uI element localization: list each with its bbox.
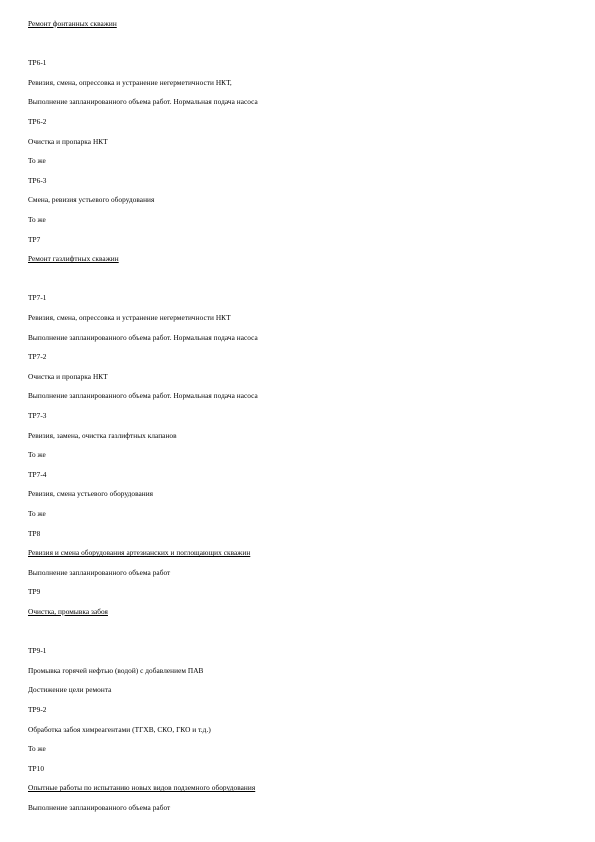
text-line: Очистка и пропарка НКТ [28, 371, 108, 381]
text-line: ТР10 [28, 763, 45, 773]
text-line: Ревизия, смена, опрессовка и устранение негерметичности НКТ, [28, 77, 232, 87]
text-line: Ревизия, замена, очистка газлифтных клапанов [28, 430, 177, 440]
text-line: Ревизия, смена, опрессовка и устранение негерметичности НКТ [28, 313, 231, 322]
text-line: ТР7-4 [28, 469, 47, 479]
section-heading: Ревизия и смена оборудования артезианских и поглощающих скважин [28, 548, 251, 558]
text-line: ТР9-1 [28, 646, 47, 656]
text-line: Обработка забоя химреагентами (ТГХВ, СКО, ГКО и т.д.) [28, 724, 211, 734]
text-line: Смена, ревизия устьевого оборудования [28, 195, 155, 205]
text-line: Выполнение запланированного объема работ [28, 803, 171, 812]
text-line: Выполнение запланированного объема работ [28, 567, 171, 577]
text-line: Достижение цели ремонта [28, 685, 112, 695]
text-line: То же [28, 509, 46, 518]
section-heading: Ремонт фонтанных скважин [28, 19, 117, 28]
text-line: ТР6-2 [28, 117, 47, 126]
text-line: ТР7 [28, 234, 41, 244]
text-line: ТР6-1 [28, 58, 47, 68]
text-line: Выполнение запланированного объема работ. Нормальная подача насоса [28, 391, 258, 401]
text-line: ТР7-1 [28, 293, 47, 303]
text-line: ТР9-2 [28, 705, 47, 714]
text-line: Промывка горячей нефтью (водой) с добавлением ПАВ [28, 665, 204, 675]
text-line: Ревизия, смена устьевого оборудования [28, 489, 154, 499]
section-heading: Опытные работы по испытанию новых видов подземного оборудования [28, 783, 256, 793]
text-line: То же [28, 450, 46, 460]
text-line: Выполнение запланированного объема работ. Нормальная подача насоса [28, 97, 258, 107]
text-line: Очистка и пропарка НКТ [28, 136, 108, 146]
text-line: ТР6-3 [28, 175, 47, 185]
text-line: ТР7-3 [28, 411, 47, 420]
text-line: То же [28, 215, 46, 224]
text-line: ТР7-2 [28, 352, 47, 362]
section-heading: Ремонт газлифтных скважин [28, 254, 119, 264]
text-line: То же [28, 156, 46, 166]
text-line: Выполнение запланированного объема работ. Нормальная подача насоса [28, 332, 258, 342]
text-line: ТР9 [28, 587, 41, 597]
text-line: То же [28, 744, 46, 754]
text-line: ТР8 [28, 528, 41, 538]
section-heading: Очистка, промывка забоя [28, 607, 108, 616]
